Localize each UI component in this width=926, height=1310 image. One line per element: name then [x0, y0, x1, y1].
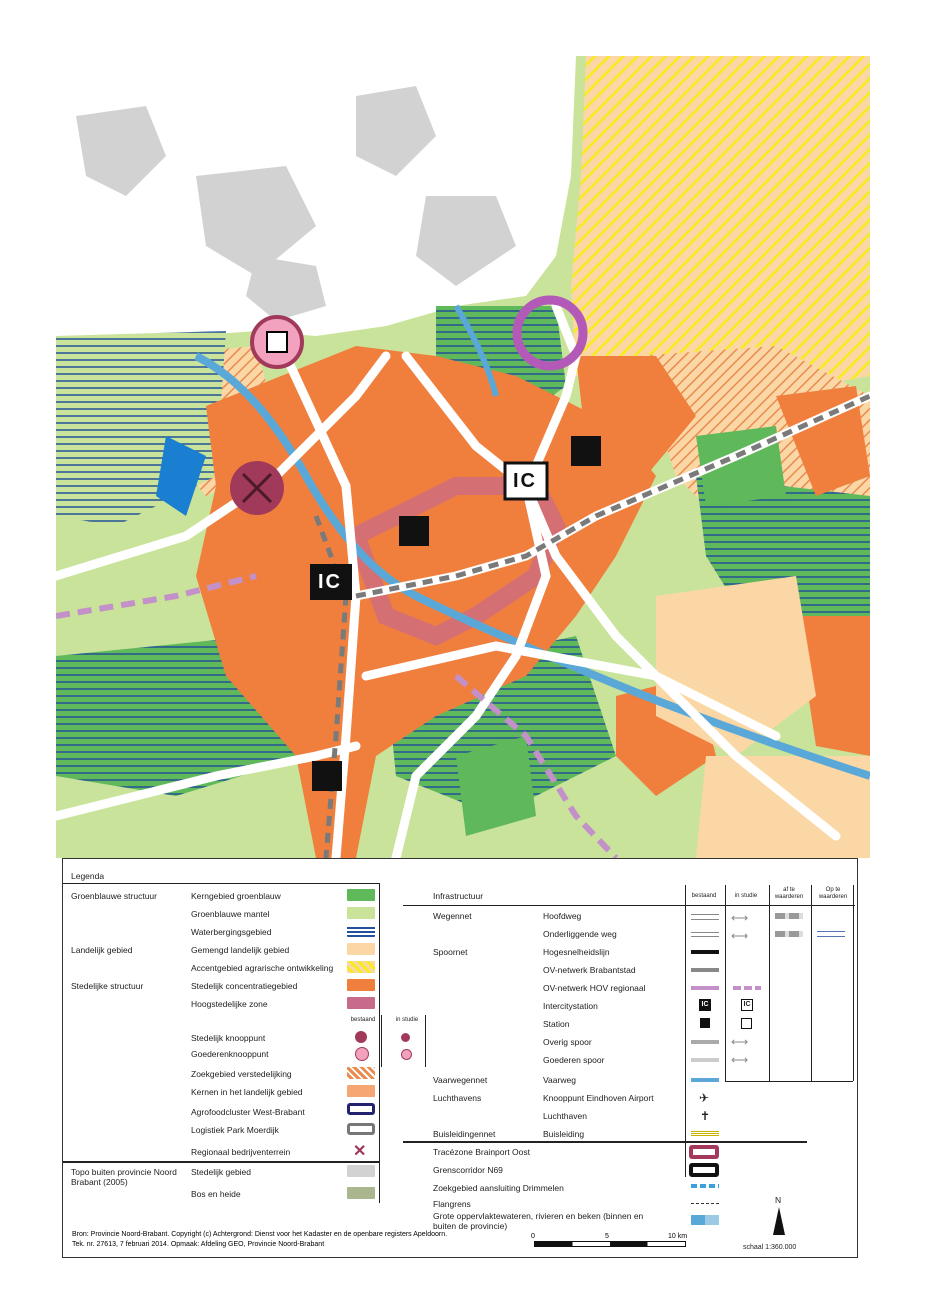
cat-vaarwegennet: Vaarwegennet [433, 1075, 488, 1085]
swatch-waterberging [347, 925, 375, 937]
swatch-onderliggend-studie: ⟷ [731, 929, 749, 943]
swatch-hoogstedelijk [347, 997, 375, 1009]
swatch-hsl [691, 950, 719, 954]
item-vaarweg: Vaarweg [543, 1075, 576, 1085]
swatch-agrofood [347, 1103, 375, 1115]
col-op: Op te waarderen [818, 887, 848, 900]
item-hoogstedelijk: Hoogstedelijke zone [191, 999, 268, 1009]
swatch-knooppunt-studie [401, 1033, 410, 1042]
swatch-moerdijk [347, 1123, 375, 1135]
swatch-hoofdweg-studie: ⟷ [731, 911, 749, 925]
swatch-hoofdweg-afte [775, 913, 803, 919]
item-concentratie: Stedelijk concentratiegebied [191, 981, 298, 991]
swatch-knooppunt [355, 1031, 367, 1043]
item-ov-brabantstad: OV-netwerk Brabantstad [543, 965, 636, 975]
swatch-goederen-spoor-studie: ⟷ [731, 1053, 749, 1067]
north-arrow-icon [773, 1207, 785, 1235]
item-accent: Accentgebied agrarische ontwikkeling [191, 963, 334, 973]
swatch-hoofdweg [691, 914, 719, 920]
item-hoofdweg: Hoofdweg [543, 911, 582, 921]
swatch-bos [347, 1187, 375, 1199]
swatch-ov-hov [691, 986, 719, 990]
swatch-kernen [347, 1085, 375, 1097]
map-canvas [56, 56, 870, 858]
scale-text: schaal 1:360.000 [743, 1244, 797, 1251]
swatch-buisleiding [691, 1131, 719, 1137]
legend-panel [62, 858, 858, 1258]
scale-tick-0: 0 [531, 1233, 535, 1240]
swatch-ov-brabantstad [691, 968, 719, 972]
item-goederen: Goederenknooppunt [191, 1049, 269, 1059]
item-moerdijk: Logistiek Park Moerdijk [191, 1125, 279, 1135]
cat-buisleiding: Buisleidingennet [433, 1129, 496, 1139]
swatch-station-studie [741, 1018, 752, 1029]
infra-title: Infrastructuur [433, 891, 484, 901]
swatch-intercity-studie: IC [741, 999, 753, 1011]
map-ic-label-1: IC [513, 470, 537, 492]
item-airport: Knooppunt Eindhoven Airport [543, 1093, 654, 1103]
item-zoekgebied: Zoekgebied verstedelijking [191, 1069, 292, 1079]
cat-wegennet: Wegennet [433, 911, 472, 921]
swatch-onderliggend-op [817, 931, 845, 937]
scale-tick-5: 5 [605, 1233, 609, 1240]
item-gemengd: Gemengd landelijk gebied [191, 945, 290, 955]
swatch-ov-hov-studie [733, 986, 761, 990]
swatch-drimmelen [691, 1184, 719, 1188]
swatch-stedelijk-gebied [347, 1165, 375, 1177]
item-flangrens: Flangrens [433, 1199, 471, 1209]
item-intercity: Intercitystation [543, 1001, 598, 1011]
item-overig-spoor: Overig spoor [543, 1037, 592, 1047]
cat-topo: Topo buiten provincie Noord Brabant (2005) [71, 1167, 177, 1187]
cat-luchthavens: Luchthavens [433, 1093, 482, 1103]
map-ic-label-2: IC [318, 571, 342, 593]
item-agrofood: Agrofoodcluster West-Brabant [191, 1107, 305, 1117]
cat-landelijk: Landelijk gebied [71, 945, 133, 955]
map-area[interactable] [56, 56, 870, 858]
item-drimmelen: Zoekgebied aansluiting Drimmelen [433, 1183, 564, 1193]
source-line-1: Bron: Provincie Noord-Brabant. Copyright (c) Achtergrond: Dienst voor het Kadaster en de openbare registers Apeldoorn. [72, 1231, 448, 1238]
swatch-mantel [347, 907, 375, 919]
item-station: Station [543, 1019, 570, 1029]
swatch-goederen [355, 1047, 369, 1061]
item-mantel: Groenblauwe mantel [191, 909, 270, 919]
swatch-n69 [689, 1163, 719, 1177]
col-instudie: in studie [734, 893, 758, 899]
item-stedelijk-gebied: Stedelijk gebied [191, 1167, 252, 1177]
col-bestaand: bestaand [691, 893, 717, 899]
swatch-bedrijventerrein: ✕ [353, 1143, 367, 1160]
swatch-brainport [689, 1145, 719, 1159]
item-onderliggend: Onderliggende weg [543, 929, 617, 939]
item-luchthaven: Luchthaven [543, 1111, 587, 1121]
swatch-overig-spoor-studie: ⟷ [731, 1035, 749, 1049]
item-bos: Bos en heide [191, 1189, 241, 1199]
swatch-kerngebied [347, 889, 375, 901]
scale-tick-10: 10 km [668, 1233, 688, 1240]
item-n69: Grenscorridor N69 [433, 1165, 503, 1175]
item-ov-hov: OV-netwerk HOV regionaal [543, 983, 646, 993]
swatch-onderliggend [691, 932, 719, 937]
cat-groenblauw: Groenblauwe structuur [71, 891, 157, 901]
swatch-goederen-studie [401, 1049, 412, 1060]
item-kerngebied: Kerngebied groenblauw [191, 891, 281, 901]
item-knooppunt: Stedelijk knooppunt [191, 1033, 266, 1043]
legend-title: Legenda [71, 871, 105, 881]
cat-stedelijk: Stedelijke structuur [71, 981, 144, 991]
airport-icon: ✈ [699, 1091, 710, 1105]
col-afte: af te waarderen [774, 887, 804, 900]
col-bestaand-left: bestaand [350, 1017, 376, 1023]
swatch-goederen-spoor [691, 1058, 719, 1062]
item-kernen: Kernen in het landelijk gebied [191, 1087, 303, 1097]
item-brainport: Tracézone Brainport Oost [433, 1147, 531, 1157]
swatch-onderliggend-afte [775, 931, 803, 937]
item-wateren: Grote oppervlaktewateren, rivieren en beken (binnen en buiten de provincie) [433, 1211, 644, 1231]
swatch-intercity: IC [699, 999, 711, 1011]
swatch-flangrens [691, 1203, 719, 1204]
swatch-accent [347, 961, 375, 973]
cat-spoornet: Spoornet [433, 947, 468, 957]
item-bedrijventerrein: Regionaal bedrijventerrein [191, 1147, 291, 1157]
swatch-station [700, 1018, 710, 1028]
swatch-wateren [691, 1215, 719, 1225]
swatch-concentratie [347, 979, 375, 991]
luchthaven-icon: ✝ [700, 1109, 711, 1123]
swatch-overig-spoor [691, 1040, 719, 1044]
swatch-zoekgebied [347, 1067, 375, 1079]
swatch-vaarweg [691, 1078, 719, 1082]
item-goederen-spoor: Goederen spoor [543, 1055, 605, 1065]
source-line-2: Tek. nr. 27613, 7 februari 2014. Opmaak: Afdeling GEO, Provincie Noord-Brabant [72, 1241, 325, 1248]
item-waterberging: Waterbergingsgebied [191, 927, 272, 937]
swatch-gemengd [347, 943, 375, 955]
col-instudie-left: in studie [395, 1017, 419, 1023]
north-label: N [775, 1195, 782, 1205]
item-buisleiding: Buisleiding [543, 1129, 585, 1139]
source-credits [72, 1230, 572, 1250]
item-hsl: Hogesnelheidslijn [543, 947, 610, 957]
